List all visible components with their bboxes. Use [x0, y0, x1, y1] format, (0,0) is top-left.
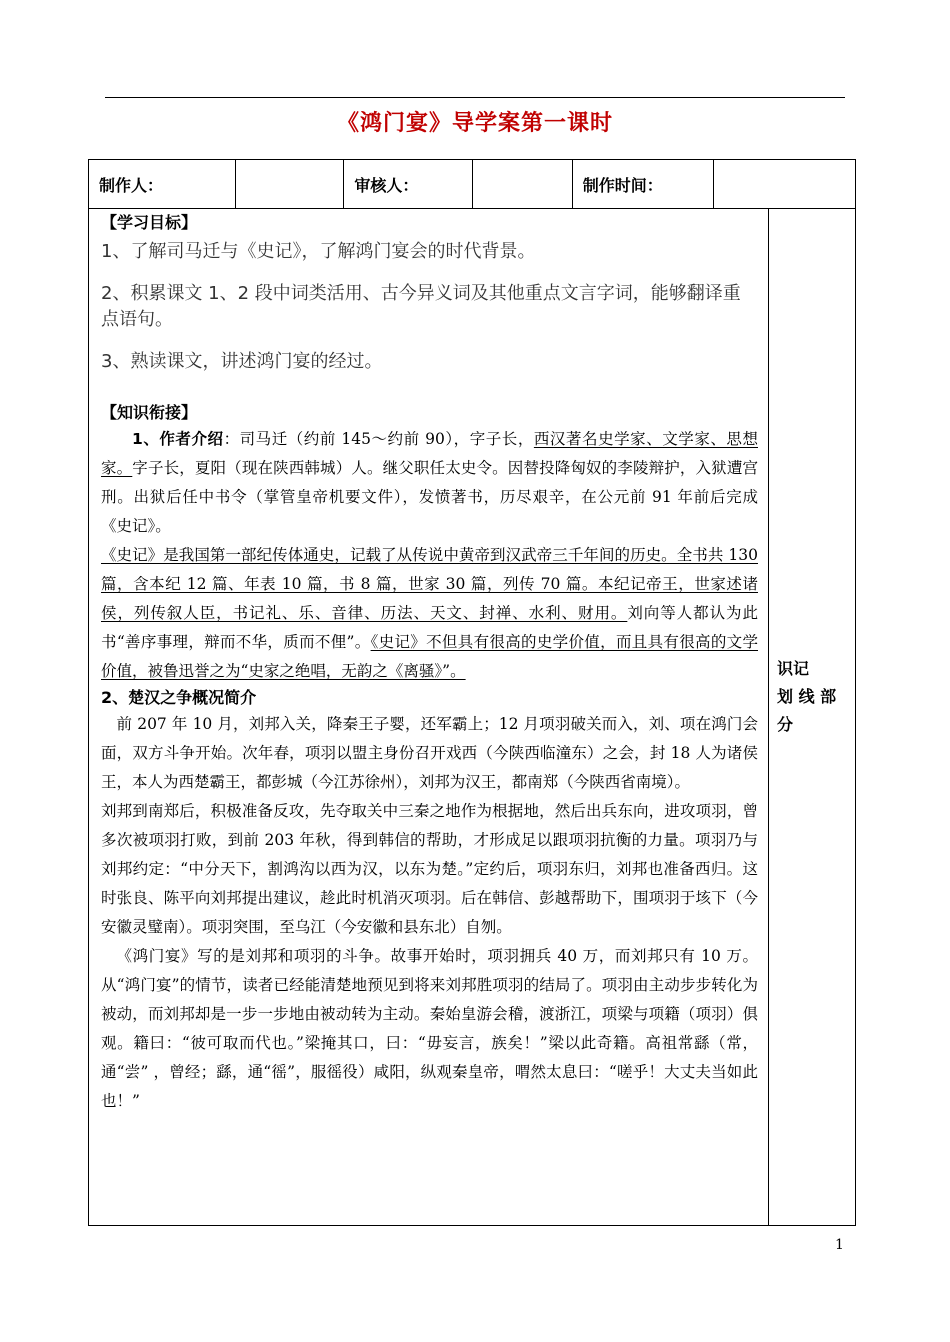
lesson-table: [88, 159, 856, 1226]
author-intro-paragraph: [101, 425, 758, 541]
page-number: 1: [835, 1237, 844, 1253]
war-heading: 2、楚汉之争概况简介: [101, 688, 257, 707]
document-title: 《鸿门宴》导学案第一课时: [336, 111, 613, 136]
side-note: [777, 655, 847, 739]
side-note-line: 识记: [777, 659, 810, 678]
side-note-line: 分: [777, 715, 794, 734]
side-note-line: 划 线 部: [777, 687, 837, 706]
goal-item: 3、熟读课文，讲述鸿门宴的经过。: [101, 351, 383, 372]
side-note-cell: [769, 209, 855, 1225]
shiji-paragraph: [101, 541, 758, 686]
author-intro-text-cont: 字子长，夏阳（现在陕西韩城）人。继父职任太史令。因替投降匈奴的李陵辩护，入狱遭宫刑。出狱后任中书令（掌管皇帝机要文件），发愤著书，历尽艰辛，在公元前 91 年前后完成《史记》。: [101, 459, 758, 535]
content-cell: [89, 209, 769, 1225]
reviewer-value: [473, 160, 573, 208]
author-intro-underlined: 西汉著名史学家、文学家、思想家。: [101, 430, 758, 477]
table-body-row: [89, 209, 855, 1225]
author-value: [236, 160, 345, 208]
knowledge-heading: 【知识衔接】: [101, 403, 198, 422]
author-intro-text: ：司马迁（约前 145～约前 90），字子长，: [223, 430, 534, 448]
war-paragraph-3: 《鸿门宴》写的是刘邦和项羽的斗争。故事开始时，项羽拥兵 40 万，而刘邦只有 10 万。从“鸿门宴”的情节，读者已经能清楚地预见到将来刘邦胜项羽的结局了。项羽由主动步步转化为被动，而刘邦却是一步一步地由被动转为主动。秦始皇游会稽，渡浙江，项梁与项籍（项羽）俱观。籍曰：“彼可取而代也。”梁掩其口，曰：“毋妄言，族矣！”梁以此奇籍。高祖常繇（常，通“尝” ，曾经；繇，通“徭”，服徭役）咸阳，纵观秦皇帝，喟然太息曰：“嗟乎！大丈夫当如此也！”: [101, 947, 758, 1110]
table-header-row: [89, 160, 855, 209]
reviewer-label: 审核人：: [344, 160, 473, 208]
shiji-underlined-2: 《史记》不但具有很高的史学价值，而且具有很高的文学价值，被鲁迅誉之为“史家之绝唱，无韵之《离骚》”。: [101, 633, 758, 680]
date-label: 制作时间：: [573, 160, 715, 208]
goal-item: 1、了解司马迁与《史记》，了解鸿门宴会的时代背景。: [101, 241, 536, 262]
author-intro-label: 1、作者介绍: [132, 430, 224, 448]
war-paragraph-1: 前 207 年 10 月，刘邦入关，降秦王子婴，还军霸上；12 月项羽破关而入，刘、项在鸿门会面，双方斗争开始。次年春，项羽以盟主身份召开戏西（今陕西临潼东）之会，封 18 人为诸侯王，本人为西楚霸王，都彭城（今江苏徐州），刘邦为汉王，都南郑（今陕西省南境）。: [101, 715, 758, 791]
header-rule: [105, 97, 845, 98]
author-label: 制作人：: [89, 160, 236, 208]
date-value: [714, 160, 855, 208]
goal-item: 2、积累课文 1、2 段中词类活用、古今异义词及其他重点文言字词，能够翻译重点语句。: [101, 283, 741, 330]
shiji-underlined: 《史记》是我国第一部纪传体通史，记载了从传说中黄帝到汉武帝三千年间的历史。全书共 130 篇，含本纪 12 篇、年表 10 篇，书 8 篇，世家 30 篇，列传 70 篇。本纪记帝王，世家述诸侯，列传叙人臣，书记礼、乐、音律、历法、天文、封禅、水利、财用。: [101, 546, 758, 622]
goals-heading: 【学习目标】: [101, 213, 198, 232]
shiji-text: 刘向等人都认为此书“善序事理，辩而不华，质而不俚”。: [101, 604, 758, 651]
war-paragraph-2: 刘邦到南郑后，积极准备反攻，先夺取关中三秦之地作为根据地，然后出兵东向，进攻项羽，曾多次被项羽打败，到前 203 年秋，得到韩信的帮助，才形成足以跟项羽抗衡的力量。项羽乃与刘邦约定：“中分天下，割鸿沟以西为汉，以东为楚。”定约后，项羽东归，刘邦也准备西归。这时张良、陈平向刘邦提出建议，趁此时机消灭项羽。后在韩信、彭越帮助下，围项羽于垓下（今安徽灵璧南）。项羽突围，至乌江（今安徽和县东北）自刎。: [101, 802, 758, 936]
